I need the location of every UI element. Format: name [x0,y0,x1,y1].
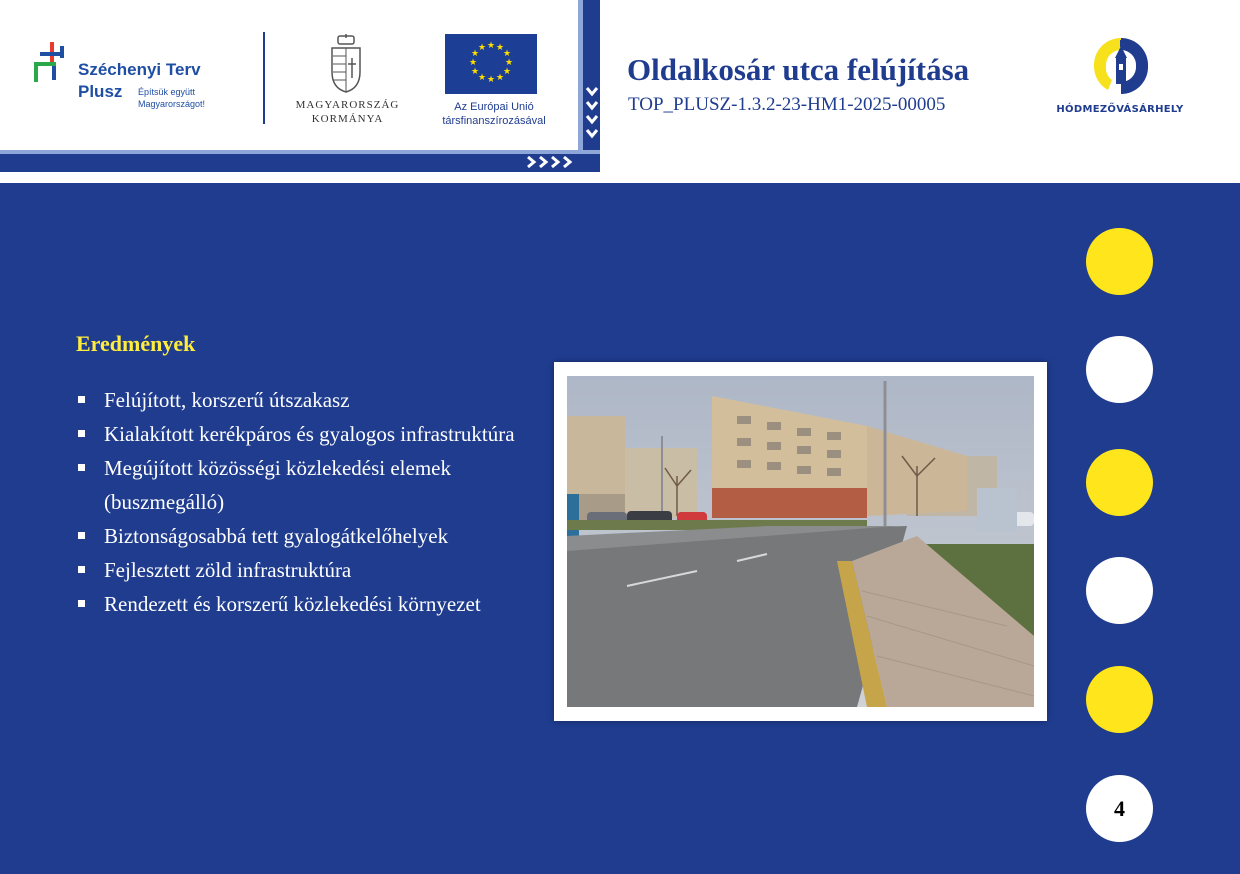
decor-circle-white [1086,557,1153,624]
list-item: Fejlesztett zöld infrastruktúra [76,553,526,587]
strip-horizontal-accent [0,150,600,154]
project-title: Oldalkosár utca felújítása [627,52,970,87]
svg-text:★: ★ [504,58,514,68]
coat-of-arms-icon [328,34,364,94]
decor-circle-yellow [1086,228,1153,295]
list-item: Biztonságosabbá tett gyalogátkelőhelyek [76,519,526,553]
list-item: Felújított, korszerű útszakasz [76,383,526,417]
logo-divider [263,32,265,124]
list-item: Kialakított kerékpáros és gyalogos infrastruktúra [76,417,526,451]
decor-circle-white [1086,336,1153,403]
svg-text:★: ★ [486,75,496,85]
photo-frame [554,362,1047,721]
eu-flag [445,34,537,94]
svg-text:★: ★ [486,41,496,51]
szechenyi-plusz: Plusz [78,82,123,101]
svg-text:★: ★ [495,43,505,53]
chevron-right-icon [524,155,574,169]
svg-text:★: ★ [502,67,512,77]
svg-text:★: ★ [477,73,487,83]
decor-circle-yellow [1086,449,1153,516]
szechenyi-slogan: Építsük együtt Magyarországot! [138,87,206,109]
city-name: HÓDMEZŐVÁSÁRHELY [1056,104,1184,115]
list-item: Megújított közösségi közlekedési elemek (buszmegálló) [76,451,526,519]
city-logo-icon [1088,30,1154,100]
svg-text:★: ★ [502,49,512,59]
decor-circle-yellow [1086,666,1153,733]
list-item: Rendezett és korszerű közlekedési környezet [76,587,526,621]
results-list [76,383,526,621]
header [0,0,1240,183]
logo-strip [0,0,600,172]
government-name: MAGYARORSZÁG KORMÁNYA [295,99,400,125]
szechenyi-cross-icon [30,40,76,90]
svg-text:★: ★ [495,73,505,83]
project-code: TOP_PLUSZ-1.3.2-23-HM1-2025-00005 [628,94,946,115]
svg-text:★: ★ [468,58,478,68]
svg-text:★: ★ [470,67,480,77]
szechenyi-terv-logo [30,40,240,120]
szechenyi-title: Széchenyi Terv [78,60,201,79]
slide-body [0,183,1240,874]
page-number: 4 [1086,775,1153,842]
svg-text:★: ★ [477,43,487,53]
street-photo [567,376,1034,707]
eu-cofinancing-text: Az Európai Unió társfinanszírozásával [442,101,546,127]
eu-stars-icon [445,34,537,94]
chevron-down-icon [584,84,600,144]
svg-text:★: ★ [470,49,480,59]
section-heading: Eredmények [76,331,196,356]
